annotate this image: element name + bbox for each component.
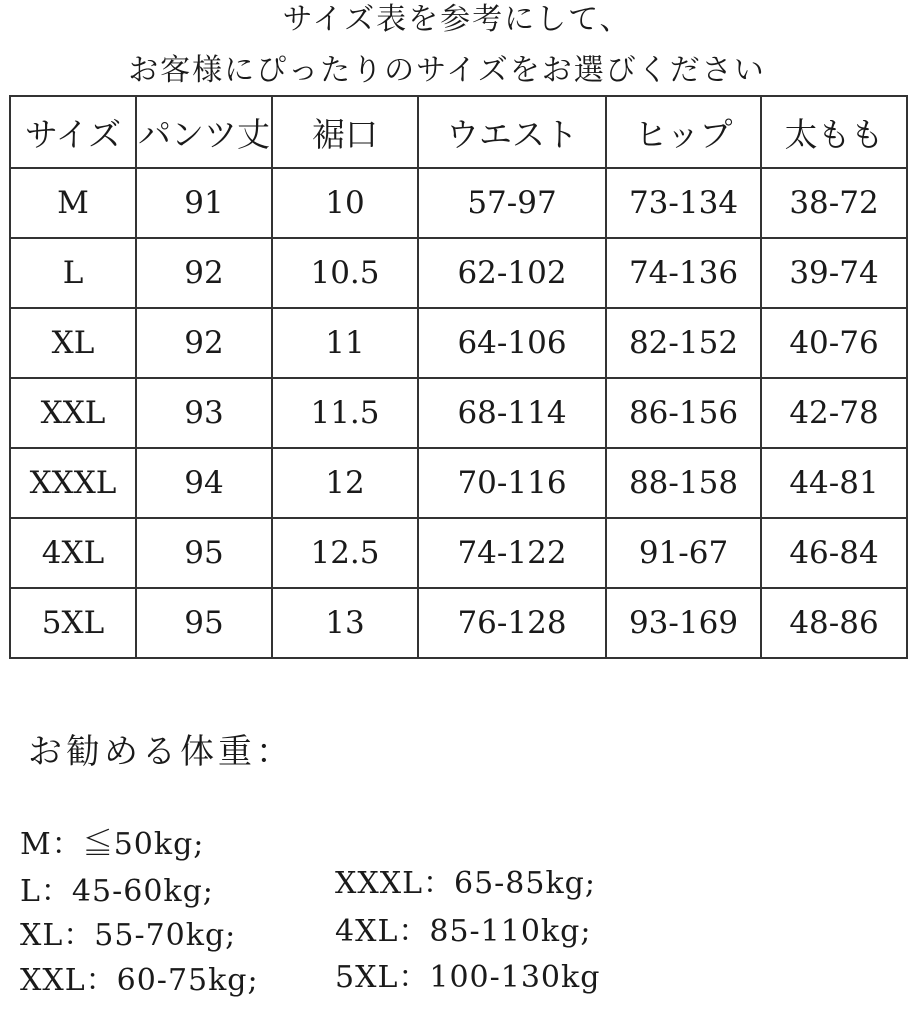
cell-hip: 74-136: [606, 238, 761, 308]
cell-hem: 10: [272, 168, 418, 238]
cell-thigh: 44-81: [761, 448, 907, 518]
cell-pants-length: 93: [136, 378, 272, 448]
cell-hip: 91-67: [606, 518, 761, 588]
cell-waist: 74-122: [418, 518, 606, 588]
table-row: [10, 238, 907, 308]
weight-item-xl: XL：55-70kg;: [20, 918, 237, 953]
weight-item-4xl: 4XL：85-110kg;: [335, 914, 592, 949]
cell-size: L: [10, 238, 136, 308]
cell-pants-length: 91: [136, 168, 272, 238]
header-hip: ヒップ: [606, 96, 761, 168]
weight-item-l: L：45-60kg;: [20, 874, 214, 909]
table-row: [10, 308, 907, 378]
cell-thigh: 48-86: [761, 588, 907, 658]
cell-hem: 13: [272, 588, 418, 658]
cell-pants-length: 92: [136, 308, 272, 378]
header-hem: 裾口: [272, 96, 418, 168]
size-table: [9, 95, 908, 659]
cell-pants-length: 95: [136, 588, 272, 658]
intro-line-1: サイズ表を参考にして、: [282, 2, 632, 37]
header-size: サイズ: [10, 96, 136, 168]
cell-size: 5XL: [10, 588, 136, 658]
weight-item-m: M：≦50kg;: [20, 827, 205, 862]
cell-waist: 70-116: [418, 448, 606, 518]
cell-thigh: 39-74: [761, 238, 907, 308]
cell-pants-length: 94: [136, 448, 272, 518]
cell-size: M: [10, 168, 136, 238]
weight-item-xxl: XXL：60-75kg;: [20, 963, 259, 998]
cell-waist: 57-97: [418, 168, 606, 238]
cell-hem: 12: [272, 448, 418, 518]
cell-size: XXL: [10, 378, 136, 448]
cell-hem: 10.5: [272, 238, 418, 308]
cell-hem: 11: [272, 308, 418, 378]
cell-thigh: 46-84: [761, 518, 907, 588]
recommended-weight-title: お勧める体重：: [28, 732, 294, 772]
cell-hip: 73-134: [606, 168, 761, 238]
cell-thigh: 42-78: [761, 378, 907, 448]
table-row: [10, 588, 907, 658]
weight-item-5xl: 5XL：100-130kg: [335, 960, 601, 995]
cell-pants-length: 92: [136, 238, 272, 308]
header-waist: ウエスト: [418, 96, 606, 168]
intro-line-2: お客様にぴったりのサイズをお選びください: [128, 53, 766, 88]
cell-waist: 76-128: [418, 588, 606, 658]
cell-waist: 62-102: [418, 238, 606, 308]
cell-hip: 86-156: [606, 378, 761, 448]
cell-pants-length: 95: [136, 518, 272, 588]
table-row: [10, 378, 907, 448]
cell-waist: 64-106: [418, 308, 606, 378]
cell-size: XL: [10, 308, 136, 378]
cell-thigh: 40-76: [761, 308, 907, 378]
cell-thigh: 38-72: [761, 168, 907, 238]
table-row: [10, 518, 907, 588]
weight-item-xxxl: XXXL：65-85kg;: [335, 866, 596, 901]
cell-hip: 88-158: [606, 448, 761, 518]
table-row: [10, 168, 907, 238]
cell-hem: 12.5: [272, 518, 418, 588]
table-header-row: [10, 96, 907, 168]
cell-size: XXXL: [10, 448, 136, 518]
table-row: [10, 448, 907, 518]
cell-hip: 82-152: [606, 308, 761, 378]
cell-waist: 68-114: [418, 378, 606, 448]
cell-hem: 11.5: [272, 378, 418, 448]
header-pants-length: パンツ丈: [136, 96, 272, 168]
cell-hip: 93-169: [606, 588, 761, 658]
header-thigh: 太もも: [761, 96, 907, 168]
cell-size: 4XL: [10, 518, 136, 588]
